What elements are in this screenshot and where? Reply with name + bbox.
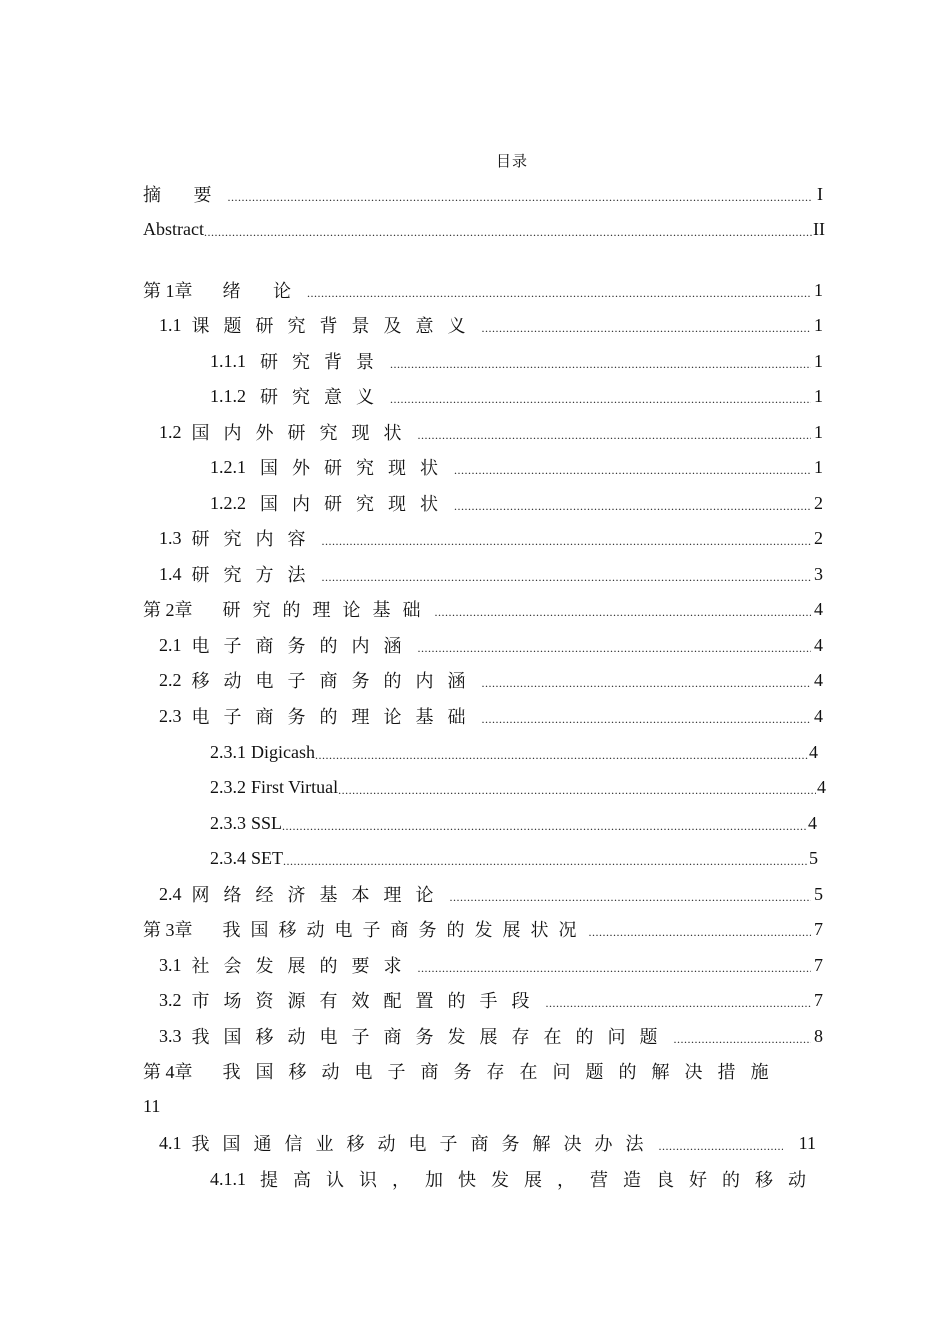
toc-entry-2-3-2[interactable] (210, 775, 826, 799)
dot-leader (659, 1132, 783, 1154)
dot-leader (482, 705, 812, 727)
toc-entry-number: 4.1 (159, 1132, 182, 1153)
toc-entry-page: 11 (798, 1132, 816, 1153)
toc-entry-1-4[interactable] (159, 562, 823, 586)
toc-entry-1-3[interactable] (159, 526, 823, 550)
toc-entry-number: 1.1.2 (210, 385, 246, 406)
dot-leader (307, 279, 811, 301)
toc-entry-page: 1 (814, 314, 823, 335)
toc-entry-2-2[interactable] (159, 668, 823, 692)
dot-leader (482, 314, 812, 336)
toc-entry-text: 我国移动电子商务的发展状况 (222, 920, 587, 940)
dot-leader (418, 421, 812, 443)
dot-leader (283, 847, 808, 869)
toc-entry-page: II (813, 218, 825, 239)
toc-entry-3-1[interactable] (159, 953, 823, 977)
toc-entry-page: 1 (814, 421, 823, 442)
dot-leader (454, 456, 811, 478)
toc-entry-page: 4 (808, 812, 817, 833)
toc-entry-number: 1.2 (159, 421, 182, 442)
toc-entry-text: 课题研究背景及意义 (191, 316, 480, 336)
toc-entry-number: 第 3章 (143, 920, 193, 940)
toc-entry-number: 2.3.3 (210, 812, 246, 833)
toc-entry-number: 1.1 (159, 314, 182, 335)
toc-entry-text: 绪 论 (222, 281, 305, 301)
dot-leader (450, 883, 812, 905)
dot-leader (338, 776, 816, 798)
dot-leader (454, 492, 811, 514)
toc-entry-number: 2.3 (159, 705, 182, 726)
toc-entry-chapter-3[interactable] (143, 917, 823, 941)
toc-entry-4-1-1[interactable] (210, 1167, 825, 1191)
toc-entry-text: Digicash (251, 741, 315, 762)
toc-entry-text: Abstract (143, 218, 204, 239)
dot-leader (322, 563, 812, 585)
toc-entry-page: 2 (814, 492, 823, 513)
toc-entry-page: 1 (814, 385, 823, 406)
dot-leader (390, 350, 811, 372)
toc-entry-page: 4 (809, 741, 818, 762)
toc-entry-text: 我国移动电子商务存在问题的解决措施 (222, 1062, 784, 1082)
toc-entry-number: 2.2 (159, 669, 182, 690)
toc-entry-page: 4 (814, 598, 823, 619)
toc-entry-number: 第 1章 (143, 281, 193, 301)
dot-leader (674, 1025, 812, 1047)
toc-entry-number: 2.3.1 (210, 741, 246, 762)
toc-entry-page: 4 (817, 776, 826, 797)
dot-leader (418, 954, 812, 976)
toc-entry-page: 5 (814, 883, 823, 904)
toc-entry-chapter-4[interactable] (143, 1059, 823, 1083)
toc-entry-number: 3.1 (159, 954, 182, 975)
toc-entry-page: 7 (814, 954, 823, 975)
toc-entry-2-3[interactable] (159, 704, 823, 728)
toc-entry-text: 研究背景 (260, 352, 388, 372)
toc-entry-page: 4 (814, 705, 823, 726)
dot-leader (546, 989, 812, 1011)
toc-entry-chapter-1[interactable] (143, 278, 823, 302)
toc-entry-number: 2.3.4 (210, 847, 246, 868)
toc-entry-1-2-1[interactable] (210, 455, 823, 479)
toc-entry-2-1[interactable] (159, 633, 823, 657)
toc-entry-number: 第 2章 (143, 600, 193, 620)
toc-entry-abstract-en[interactable] (143, 217, 825, 241)
toc-entry-number: 1.3 (159, 527, 182, 548)
toc-entry-text: 网络经济基本理论 (191, 885, 448, 905)
dot-leader (282, 812, 807, 834)
toc-entry-1-1-1[interactable] (210, 349, 823, 373)
toc-entry-2-4[interactable] (159, 882, 823, 906)
dot-leader (418, 634, 812, 656)
toc-entry-1-2[interactable] (159, 420, 823, 444)
toc-entry-2-3-4[interactable] (210, 846, 818, 870)
toc-entry-1-1-2[interactable] (210, 384, 823, 408)
toc-entry-text: 社会发展的要求 (191, 956, 416, 976)
toc-entry-2-3-1[interactable] (210, 740, 818, 764)
toc-entry-1-1[interactable] (159, 313, 823, 337)
toc-entry-number: 1.2.2 (210, 492, 246, 513)
toc-entry-page: 1 (814, 279, 823, 300)
toc-entry-number: 3.2 (159, 989, 182, 1010)
toc-entry-text: 研究意义 (260, 387, 388, 407)
toc-entry-number: 2.1 (159, 634, 182, 655)
toc-entry-number: 1.4 (159, 563, 182, 584)
toc-entry-text: 摘 要 (143, 185, 226, 205)
toc-entry-3-3[interactable] (159, 1024, 823, 1048)
toc-entry-text: 国内研究现状 (260, 494, 452, 514)
toc-entry-1-2-2[interactable] (210, 491, 823, 515)
toc-entry-text: 市场资源有效配置的手段 (191, 991, 544, 1011)
toc-entry-page: 8 (814, 1025, 823, 1046)
dot-leader (435, 598, 812, 620)
toc-entry-text: 研究方法 (191, 565, 320, 585)
toc-entry-page: 7 (814, 918, 823, 939)
toc-entry-text: 提高认识，加快发展，营造良好的移动 (260, 1170, 821, 1190)
toc-entry-page: 1 (814, 350, 823, 371)
dot-leader (315, 741, 808, 763)
toc-entry-text: First Virtual (251, 776, 339, 797)
toc-entry-text: 我国移动电子商务发展存在的问题 (191, 1027, 672, 1047)
toc-entry-page: 1 (814, 456, 823, 477)
toc-entry-number: 2.4 (159, 883, 182, 904)
toc-entry-number: 第 4章 (143, 1062, 193, 1082)
toc-entry-number: 1.1.1 (210, 350, 246, 371)
toc-entry-text: 研究的理论基础 (222, 600, 433, 620)
toc-entry-text: 国内外研究现状 (191, 423, 416, 443)
toc-heading: 目录 (495, 154, 528, 170)
toc-entry-page: 7 (814, 989, 823, 1010)
dot-leader (322, 527, 812, 549)
toc-entry-chapter-2[interactable] (143, 597, 823, 621)
toc-entry-number: 4.1.1 (210, 1168, 246, 1189)
toc-entry-2-3-3[interactable] (210, 811, 817, 835)
toc-entry-abstract-cn[interactable] (143, 182, 823, 206)
toc-entry-text: 我国通信业移动电子商务解决办法 (191, 1134, 657, 1154)
dot-leader (589, 918, 812, 940)
dot-leader (482, 669, 812, 691)
toc-entry-number: 2.3.2 (210, 776, 246, 797)
toc-entry-text: 移动电子商务的内涵 (191, 671, 480, 691)
toc-entry-page: 3 (814, 563, 823, 584)
toc-entry-page: 4 (814, 634, 823, 655)
toc-entry-number: 3.3 (159, 1025, 182, 1046)
toc-entry-page: 2 (814, 527, 823, 548)
toc-entry-page: 11 (143, 1096, 161, 1116)
toc-entry-page: I (817, 183, 823, 204)
toc-entry-page: 5 (809, 847, 818, 868)
toc-entry-text: 电子商务的内涵 (191, 636, 416, 656)
dot-leader (228, 183, 812, 205)
toc-entry-text: 国外研究现状 (260, 458, 452, 478)
toc-entry-text: 研究内容 (191, 529, 320, 549)
toc-entry-3-2[interactable] (159, 988, 823, 1012)
toc-entry-text: 电子商务的理论基础 (191, 707, 480, 727)
dot-leader (204, 218, 813, 240)
toc-entry-4-1[interactable] (159, 1131, 816, 1155)
dot-leader (390, 385, 811, 407)
toc-entry-text: SSL (251, 812, 283, 833)
toc-entry-number: 1.2.1 (210, 456, 246, 477)
toc-entry-page: 4 (814, 669, 823, 690)
toc-entry-text: SET (251, 847, 284, 868)
